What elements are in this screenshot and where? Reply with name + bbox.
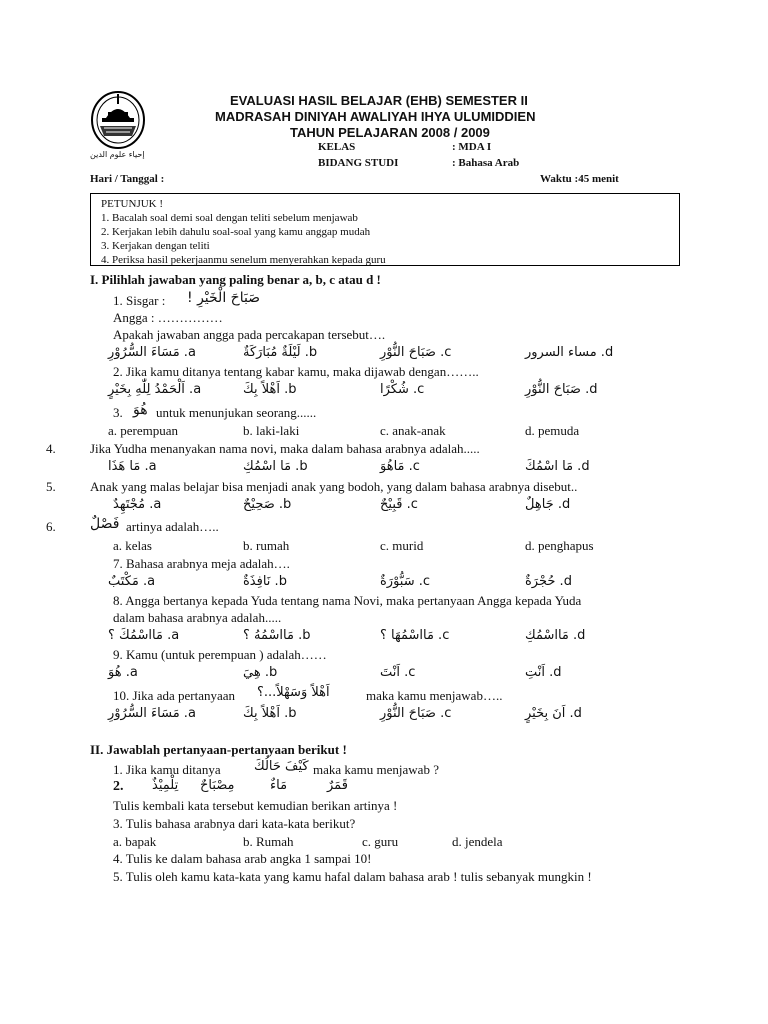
q2-text: 2. Jika kamu ditanya tentang kabar kamu, maka dijawab dengan…….. — [113, 364, 479, 379]
q3-option-c[interactable]: c. anak-anak — [380, 423, 446, 438]
petunjuk-item: 1. Bacalah soal demi soal dengan teliti sebelum menjawab — [101, 212, 358, 224]
q4-option-d[interactable]: d. مَا اسْمُكَ — [525, 459, 590, 474]
s2-q4-text: 4. Tulis ke dalam bahasa arab angka 1 sampai 10! — [113, 851, 372, 866]
title-line-2: MADRASAH DINIYAH AWALIYAH IHYA ULUMIDDIEN — [215, 109, 536, 124]
s2-q5-text: 5. Tulis oleh kamu kata-kata yang kamu hafal dalam bahasa arab ! tulis sebanyak mungkin ! — [113, 869, 592, 884]
q1-option-a[interactable]: a. مَسَاءَ السُّرُوْرِ — [108, 345, 196, 360]
q2-option-a[interactable]: a. اَلْحَمْدُ لِلّٰهِ بِخَيْرٍ — [108, 382, 202, 397]
q1-option-c[interactable]: c. صَبَاحَ النُّوْرِ — [380, 345, 452, 360]
q1-option-d[interactable]: d. مساء السرور — [525, 345, 614, 360]
q4-option-a[interactable]: a. مَا هَذَا — [108, 459, 157, 474]
s2-q2-word: تِلْمِيْذٌ — [152, 778, 179, 793]
q9-option-a[interactable]: a. هُوَ — [108, 665, 138, 680]
q10-option-a[interactable]: a. مَسَاءَ السُّرُوْرِ — [108, 706, 196, 721]
title-line-3: TAHUN PELAJARAN 2008 / 2009 — [290, 125, 490, 140]
petunjuk-item: 2. Kerjakan lebih dahulu soal-soal yang kamu anggap mudah — [101, 226, 371, 238]
q5-option-c[interactable]: c. قَبِيْحٌ — [380, 497, 418, 512]
q5-option-d[interactable]: d. جَاهِلٌ — [525, 497, 571, 512]
s2-q3-text: 3. Tulis bahasa arabnya dari kata-kata berikut? — [113, 816, 356, 831]
q3-option-d[interactable]: d. pemuda — [525, 423, 580, 438]
q1-text: 1. Sisgar : — [113, 293, 166, 308]
s2-q1-text-pre: 1. Jika kamu ditanya — [113, 762, 221, 777]
s2-q3-option-c: c. guru — [362, 834, 399, 849]
q1-option-b[interactable]: b. لَيْلَةٌ مُبَارَكَةٌ — [243, 345, 318, 360]
petunjuk-box — [90, 193, 680, 266]
s2-q3-option-d: d. jendela — [452, 834, 503, 849]
q10-text-pre: 10. Jika ada pertanyaan — [113, 688, 236, 703]
q4-text: Jika Yudha menanyakan nama novi, maka dalam bahasa arabnya adalah..... — [90, 441, 480, 456]
q10-arabic: اَهْلاً وَسَهْلاً...؟ — [257, 685, 330, 700]
q9-option-c[interactable]: c. اَنْتَ — [380, 665, 416, 680]
q9-option-d[interactable]: d. اَنْتِ — [525, 665, 562, 680]
petunjuk-item: 4. Periksa hasil pekerjaanmu senelum menyerahkan kepada guru — [101, 254, 386, 266]
s2-q2-word: قَمَرٌ — [327, 778, 348, 793]
q8-option-b[interactable]: b. مَااسْمُهُ ؟ — [243, 628, 311, 643]
s2-q1-text-post: maka kamu menjawab ? — [313, 762, 439, 777]
q7-option-b[interactable]: b. نَافِذَةٌ — [243, 574, 287, 589]
q6-number: 6. — [46, 519, 56, 534]
q1-question: Apakah jawaban angga pada percakapan tersebut…. — [113, 327, 386, 342]
section2-heading: II. Jawablah pertanyaan-pertanyaan berikut ! — [90, 742, 347, 757]
petunjuk-title: PETUNJUK ! — [101, 198, 164, 210]
q5-number: 5. — [46, 479, 56, 494]
logo-caption: إحياء علوم الدين — [90, 150, 145, 159]
section1-heading: I. Pilihlah jawaban yang paling benar a, b, c atau d ! — [90, 272, 381, 287]
q6-option-b[interactable]: b. rumah — [243, 538, 290, 553]
q6-option-d[interactable]: d. penghapus — [525, 538, 594, 553]
q9-option-b[interactable]: b. هِيَ — [243, 665, 278, 680]
waktu-label: Waktu :45 menit — [540, 173, 619, 185]
q9-text: 9. Kamu (untuk perempuan ) adalah…… — [113, 647, 327, 662]
q3-text: untuk menunjukan seorang...... — [156, 405, 317, 420]
q3-number: 3. — [113, 405, 123, 420]
q8-text-2: dalam bahasa arabnya adalah..... — [113, 610, 282, 625]
q3-option-a[interactable]: a. perempuan — [108, 423, 179, 438]
s2-q3-option-a: a. bapak — [113, 834, 157, 849]
q8-text: 8. Angga bertanya kepada Yuda tentang nama Novi, maka pertanyaan Angga kepada Yuda — [113, 593, 582, 608]
q7-text: 7. Bahasa arabnya meja adalah…. — [113, 556, 290, 571]
title-line-1: EVALUASI HASIL BELAJAR (EHB) SEMESTER II — [230, 93, 528, 108]
q6-option-a[interactable]: a. kelas — [113, 538, 152, 553]
q1-angga: Angga : …………… — [113, 310, 223, 325]
s2-q1-arabic: كَيْفَ حَالُكَ — [254, 759, 309, 774]
q8-option-a[interactable]: a. مَااسْمُكَ ؟ — [108, 628, 180, 643]
q10-option-b[interactable]: b. اَهْلاً بِكَ — [243, 706, 297, 721]
q5-option-a[interactable]: a. مُجْتَهِدٌ — [113, 497, 162, 512]
petunjuk-item: 3. Kerjakan dengan teliti — [101, 240, 210, 252]
q2-option-b[interactable]: b. اَهْلاً بِكَ — [243, 382, 297, 397]
q10-option-d[interactable]: d. اَنَ بِخَيْرٍ — [525, 706, 582, 721]
q5-text: Anak yang malas belajar bisa menjadi anak yang bodoh, yang dalam bahasa arabnya disebut.. — [90, 479, 578, 494]
q8-option-d[interactable]: d. مَااسْمُكِ — [525, 628, 586, 643]
hari-label: Hari / Tanggal : — [90, 173, 165, 185]
s2-q2-number: 2. — [113, 779, 124, 794]
q10-option-c[interactable]: c. صَبَاحَ النُّوْرِ — [380, 706, 452, 721]
q1-arabic: صَبَاحَ الْخَيْرِ ! — [187, 290, 261, 306]
s2-q2-word: مَاءٌ — [270, 778, 288, 793]
bidang-value: : Bahasa Arab — [452, 157, 520, 169]
q2-option-d[interactable]: d. صَبَاحَ النُّوْرِ — [525, 382, 598, 397]
s2-q2-word: مِصْبَاحٌ — [200, 778, 235, 793]
q5-option-b[interactable]: b. صَحِيْحٌ — [243, 497, 292, 512]
q6-text: artinya adalah….. — [126, 519, 219, 534]
school-logo — [88, 88, 148, 162]
q7-option-c[interactable]: c. سَبُّوْرَةٌ — [380, 574, 431, 589]
q4-option-b[interactable]: b. مَا اسْمُكِ — [243, 459, 308, 474]
s2-q2-instruction: Tulis kembali kata tersebut kemudian berikan artinya ! — [113, 798, 398, 813]
q8-option-c[interactable]: c. مَااسْمُهَا ؟ — [380, 628, 450, 643]
q7-option-a[interactable]: a. مَكْتَبٌ — [108, 574, 156, 589]
s2-q3-option-b: b. Rumah — [243, 834, 294, 849]
q6-option-c[interactable]: c. murid — [380, 538, 424, 553]
kelas-value: : MDA I — [452, 141, 492, 153]
kelas-label: KELAS — [318, 141, 356, 153]
q2-option-c[interactable]: c. شُكْرًا — [380, 382, 425, 397]
q3-option-b[interactable]: b. laki-laki — [243, 423, 300, 438]
q7-option-d[interactable]: d. حُجْرَةٌ — [525, 574, 572, 589]
q4-number: 4. — [46, 441, 56, 456]
q6-arabic: فَصْلٌ — [90, 516, 120, 532]
q3-arabic: هُوَ — [133, 402, 148, 418]
bidang-label: BIDANG STUDI — [318, 157, 399, 169]
q10-text-post: maka kamu menjawab….. — [366, 688, 503, 703]
q4-option-c[interactable]: c. مَاهُوَ — [380, 459, 420, 474]
